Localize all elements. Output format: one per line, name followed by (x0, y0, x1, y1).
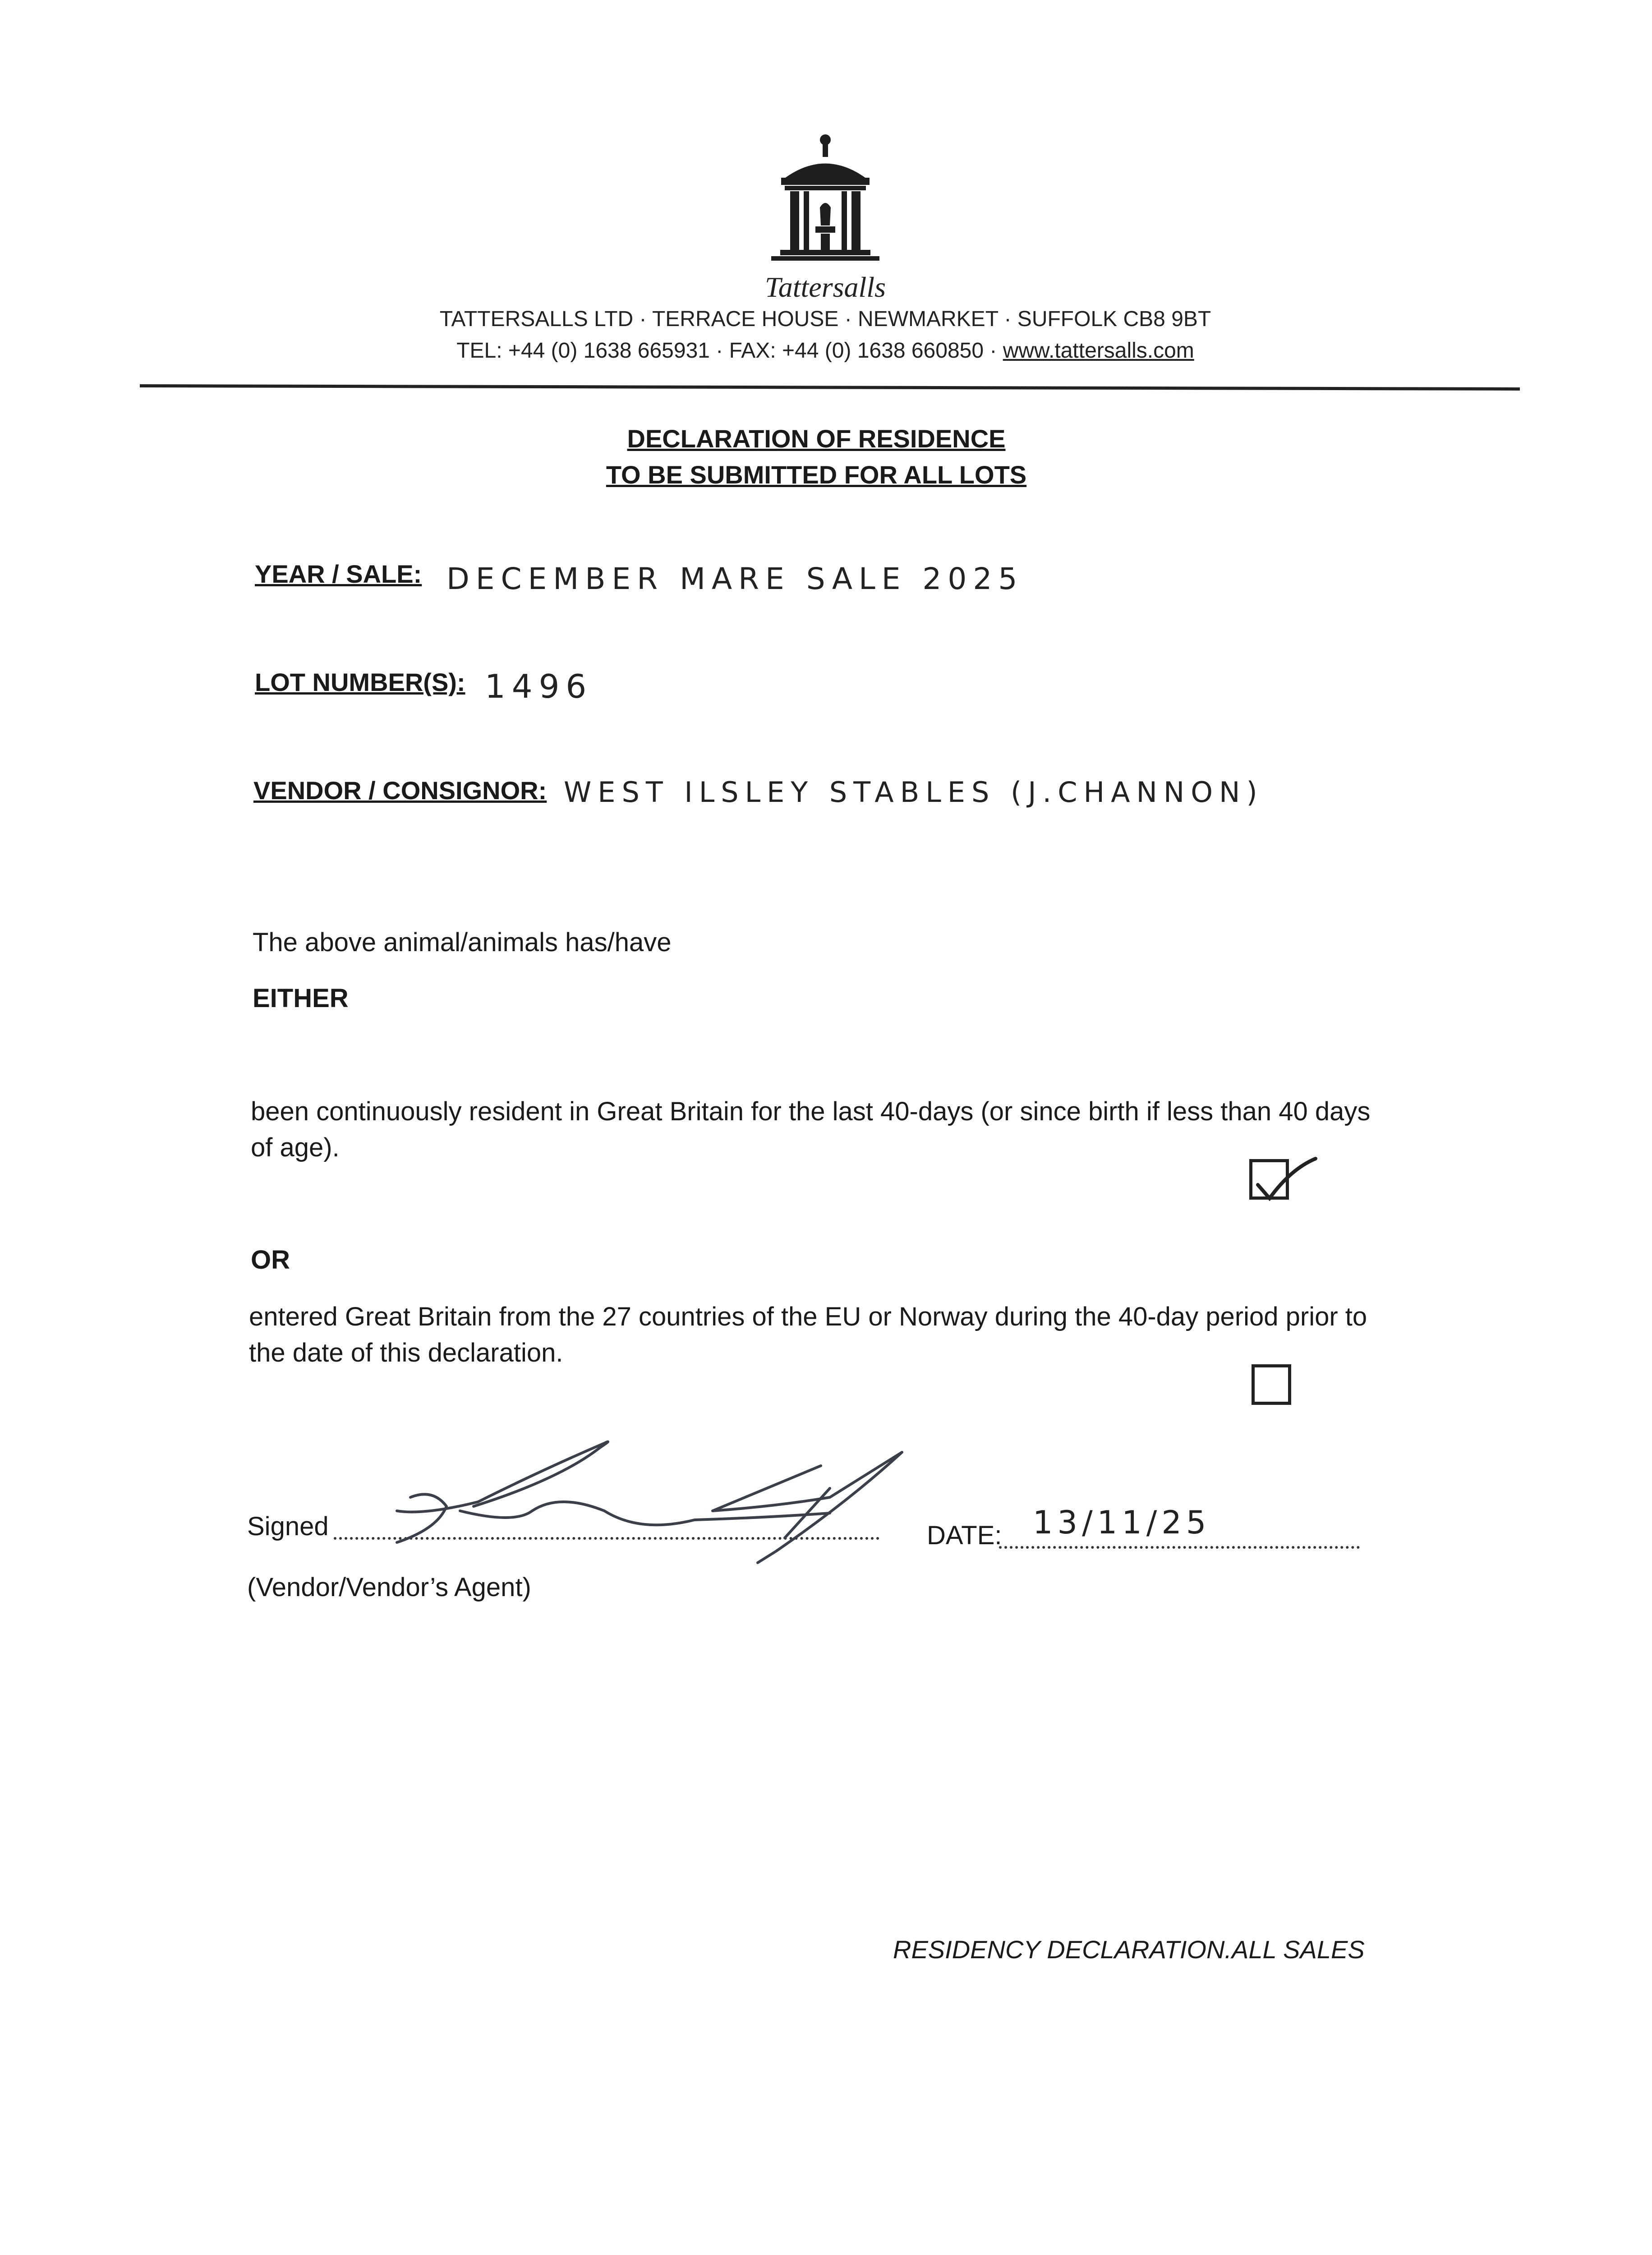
header-rule (140, 384, 1520, 391)
company-name: Tattersalls (765, 271, 886, 303)
checkmark-icon (1248, 1135, 1338, 1212)
either-heading: EITHER (253, 984, 349, 1013)
vendor-label: VENDOR / CONSIGNOR: (253, 776, 547, 805)
contact-line (271, 338, 1380, 363)
year-sale-label: YEAR / SALE: (255, 560, 422, 588)
date-line (999, 1546, 1360, 1549)
vendor-agent-label: (Vendor/Vendor’s Agent) (247, 1573, 531, 1602)
lot-number-value: 1496 (485, 667, 593, 705)
option-2-text: entered Great Britain from the 27 countries of the EU or Norway during the 40-day period prior to the date of this declaration. (249, 1302, 1367, 1367)
signed-label: Signed (247, 1512, 329, 1541)
lot-number-label: LOT NUMBER(S): (255, 668, 465, 696)
form-footer-name: RESIDENCY DECLARATION.ALL SALES (893, 1935, 1365, 1964)
or-heading: OR (251, 1245, 290, 1275)
signature-scribble (370, 1430, 938, 1592)
contact-details: TEL: +44 (0) 1638 665931 · FAX: +44 (0) 1638 660850 · (456, 339, 1003, 363)
option-1-text: been continuously resident in Great Britain for the last 40-days (or since birth if less than 40 days of age). (251, 1097, 1371, 1162)
form-title-line1: DECLARATION OF RESIDENCE (627, 424, 1006, 453)
date-label: DATE: (927, 1521, 1002, 1550)
statement-intro: The above animal/animals has/have (253, 928, 672, 957)
date-value: 13/11/25 (1033, 1504, 1211, 1541)
year-sale-value: DECEMBER MARE SALE 2025 (446, 561, 1024, 596)
vendor-value: WEST ILSLEY STABLES (J.CHANNON) (564, 776, 1264, 809)
option-1-checkbox[interactable] (1249, 1159, 1289, 1200)
option-2-checkbox[interactable] (1252, 1364, 1291, 1405)
pavilion-icon (758, 131, 893, 275)
website-link: www.tattersalls.com (1003, 339, 1194, 363)
address-line: TATTERSALLS LTD · TERRACE HOUSE · NEWMARKET · SUFFOLK CB8 9BT (439, 307, 1211, 331)
form-title-line2: TO BE SUBMITTED FOR ALL LOTS (606, 460, 1027, 489)
